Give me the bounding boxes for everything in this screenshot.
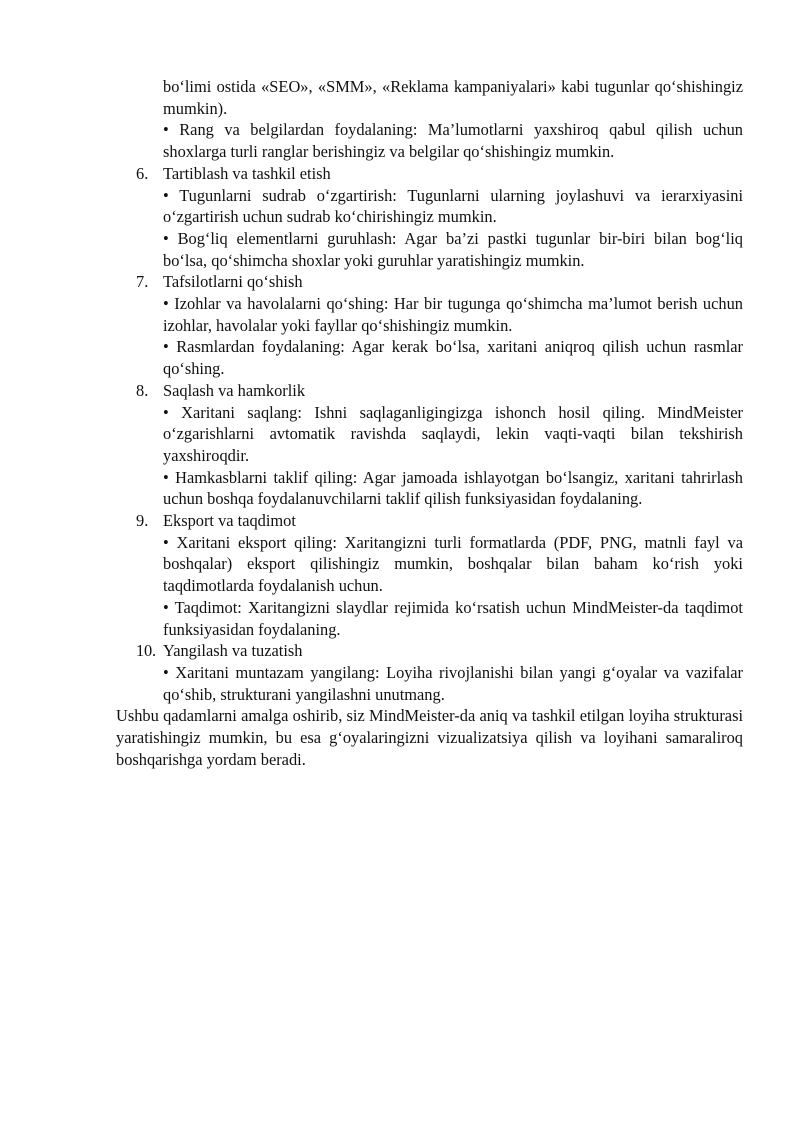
section-10: [116, 640, 743, 705]
section-title: Eksport va taqdimot: [163, 511, 296, 531]
section-number: 6.: [136, 163, 149, 183]
bullet-paragraph: • Rasmlardan foydalaning: Agar kerak bo‘lsa, xaritani aniqroq qilish uchun rasmlar qo‘shing.: [163, 337, 743, 379]
section-heading: [116, 510, 743, 532]
section-heading: [116, 271, 743, 293]
bullet-paragraph: • Taqdimot: Xaritangizni slaydlar rejimida ko‘rsatish uchun MindMeister-da taqdimot funksiyasidan foydalaning.: [163, 597, 743, 639]
section-8: [116, 380, 743, 510]
section-heading: [116, 640, 743, 662]
section-number: 9.: [136, 511, 149, 531]
bullet-paragraph: • Xaritani saqlang: Ishni saqlaganligingizga ishonch hosil qiling. MindMeister o‘zgarishlarni avtomatik ravishda saqlaydi, lekin vaqti-vaqti bilan tekshirish yaxshiroqdir.: [163, 402, 743, 465]
section-title: Tafsilotlarni qo‘shish: [163, 272, 303, 292]
section-number: 8.: [136, 380, 149, 400]
bullet-paragraph: • Tugunlarni sudrab o‘zgartirish: Tugunlarni ularning joylashuvi va ierarxiyasini o‘zgartirish uchun sudrab ko‘chirishingiz mumkin.: [163, 185, 743, 227]
bullet-paragraph: • Xaritani muntazam yangilang: Loyiha rivojlanishi bilan yangi g‘oyalar va vazifalar qo‘shib, strukturani yangilashni unutmang.: [163, 662, 743, 704]
closing-paragraph: Ushbu qadamlarni amalga oshirib, siz MindMeister-da aniq va tashkil etilgan loyiha strukturasi yaratishingiz mumkin, bu esa g‘oyalaringizni vizualizatsiya qilish va loyihani samaraliroq boshqarishga yordam beradi.: [116, 706, 743, 769]
bullet-paragraph: • Izohlar va havolalarni qo‘shing: Har bir tugunga qo‘shimcha ma’lumot berish uchun izohlar, havolalar yoki fayllar qo‘shishingiz mumkin.: [163, 294, 743, 335]
lead-paragraph: bo‘limi ostida «SEO», «SMM», «Reklama kampaniyalari» kabi tugunlar qo‘shishingiz mumkin).: [163, 77, 743, 118]
section-6: [116, 163, 743, 272]
section-title: Yangilash va tuzatish: [163, 641, 303, 661]
section-title: Tartiblash va tashkil etish: [163, 163, 331, 183]
section-number: 7.: [136, 272, 149, 292]
lead-bullet: • Rang va belgilardan foydalaning: Ma’lumotlarni yaxshiroq qabul qilish uchun shoxlarga turli ranglar berishingiz va belgilar qo‘shishingiz mumkin.: [163, 120, 743, 162]
section-title: Saqlash va hamkorlik: [163, 380, 306, 400]
bullet-paragraph: • Bog‘liq elementlarni guruhlash: Agar ba’zi pastki tugunlar bir-biri bilan bog‘liq bo‘lsa, qo‘shimcha shoxlar yoki guruhlar yaratishingiz mumkin.: [163, 228, 743, 270]
section-heading: [116, 163, 743, 185]
bullet-paragraph: • Hamkasblarni taklif qiling: Agar jamoada ishlayotgan bo‘lsangiz, xaritani tahrirlash uchun boshqa foydalanuvchilarni taklif qilish funksiyasidan foydalaning.: [163, 467, 743, 509]
section-heading: [116, 380, 743, 402]
section-9: [116, 510, 743, 640]
bullet-paragraph: • Xaritani eksport qiling: Xaritangizni turli formatlarda (PDF, PNG, matnli fayl va boshqalar) eksport qilishingiz mumkin, boshqalar bilan baham ko‘rish yoki taqdimotlarda foydalanish uchun.: [163, 532, 743, 596]
section-number: 10.: [136, 641, 156, 661]
section-7: [116, 271, 743, 380]
